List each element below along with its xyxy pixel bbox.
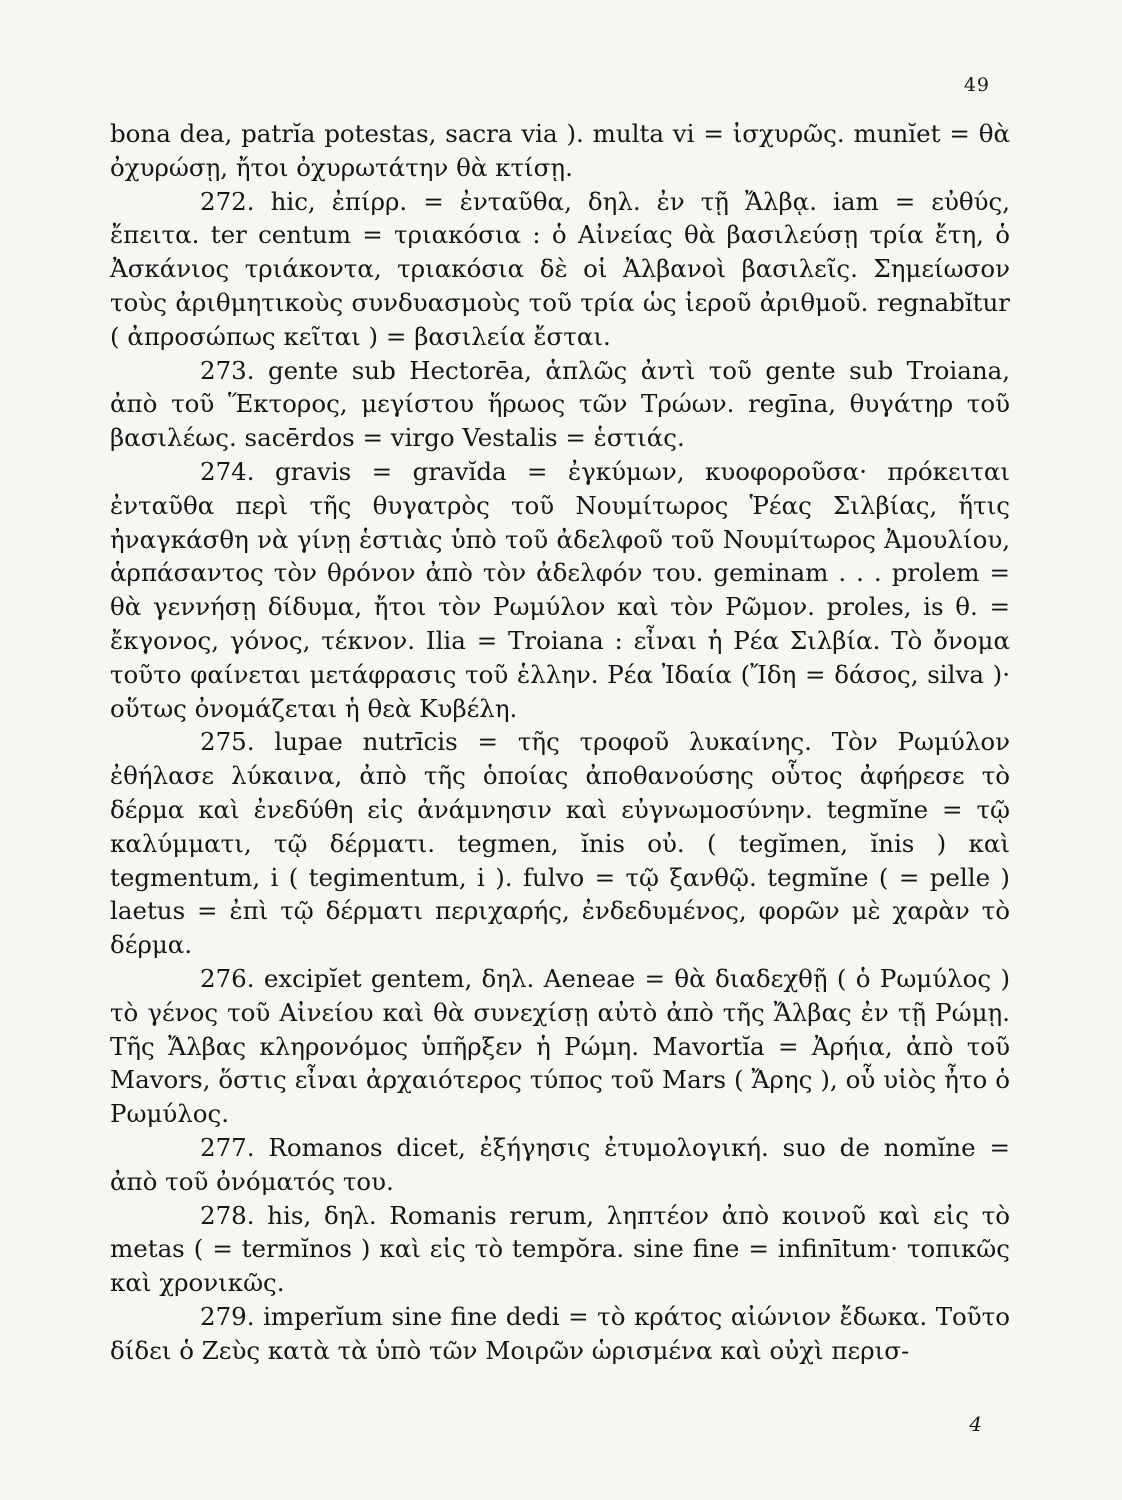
paragraph-274: 274. gravis = gravĭda = ἐγκύμων, κυοφοροῦσα· πρόκειται ἐνταῦθα περὶ τῆς θυγατρὸς τοῦ Νουμίτωρος Ῥέας Σιλβίας, ἥτις ἠναγκάσθη νὰ γίνῃ ἑστιὰς ὑπὸ τοῦ ἀδελφοῦ τοῦ Νουμίτωρος Ἀμουλίου, ἁρπάσαντος τὸν θρόνον ἀπὸ τὸν ἀδελφόν του. geminam . . . prolem = θὰ γεννήσῃ δίδυμα, ἤτοι τὸν Ρωμύλον καὶ τὸν Ρῶμον. proles, is θ. = ἔκγονος, γόνος, τέκνον. Ilia = Troiana : εἶναι ἡ Ρέα Σιλβία. Τὸ ὄνομα τοῦτο φαίνεται μετάφρασις τοῦ ἑλλην. Ρέα Ἰδαία (Ἴδη = δάσος, silva )· οὕτως ὀνομάζεται ἡ θεὰ Κυβέλη. — [110, 456, 1010, 723]
paragraph-277: 277. Romanos dicet, ἐξήγησις ἐτυμολογική. suo de nomĭne = ἀπὸ τοῦ ὀνόματός του. — [110, 1132, 1010, 1196]
paragraph-273: 273. gente sub Hectorēa, ἁπλῶς ἀντὶ τοῦ gente sub Troiana, ἀπὸ τοῦ Ἕκτορος, μεγίστου ἥρωος τῶν Τρώων. regīna, θυγάτηρ τοῦ βασιλέως. sacērdos = virgo Vestalis = ἑστιάς. — [110, 355, 1010, 453]
commentary-text — [110, 117, 1010, 1367]
signature-mark: 4 — [969, 1412, 982, 1436]
paragraph-276: 276. excipĭet gentem, δηλ. Aeneae = θὰ διαδεχθῇ ( ὁ Ρωμύλος ) τὸ γένος τοῦ Αἰνείου καὶ θὰ συνεχίσῃ αὐτὸ ἀπὸ τῆς Ἄλβας ἐν τῇ Ρώμῃ. Τῆς Ἄλβας κληρονόμος ὑπῆρξεν ἡ Ρώμη. Mavortĭa = Ἀρήια, ἀπὸ τοῦ Mavors, ὅστις εἶναι ἀρχαιότερος τύπος τοῦ Mars ( Ἄρης ), οὗ υἱὸς ἦτο ὁ Ρωμύλος. — [110, 963, 1010, 1129]
paragraph-intro: bona dea, patrĭa potestas, sacra via ). multa vi = ἰσχυρῶς. munĭet = θὰ ὀχυρώσῃ, ἤτοι ὀχυρωτάτην θὰ κτίσῃ. — [110, 119, 1010, 182]
paragraph-279: 279. imperĭum sine fine dedi = τὸ κράτος αἰώνιον ἔδωκα. Τοῦτο δίδει ὁ Ζεὺς κατὰ τὰ ὑπὸ τῶν Μοιρῶν ὡρισμένα καὶ οὐχὶ περισ- — [110, 1301, 1010, 1365]
paragraph-275: 275. lupae nutrīcis = τῆς τροφοῦ λυκαίνης. Τὸν Ρωμύλον ἐθήλασε λύκαινα, ἀπὸ τῆς ὁποίας ἀποθανούσης οὗτος ἀφήρεσε τὸ δέρμα καὶ ἐνεδύθη εἰς ἀνάμνησιν καὶ εὐγνωμοσύνην. tegmĭne = τῷ καλύμματι, τῷ δέρματι. tegmen, ĭnis οὐ. ( tegĭmen, ĭnis ) καὶ tegmentum, i ( tegimentum, i ). fulvo = τῷ ξανθῷ. tegmĭne ( = pelle ) laetus = ἐπὶ τῷ δέρματι περιχαρής, ἐνδεδυμένος, φορῶν μὲ χαρὰν τὸ δέρμα. — [110, 727, 1010, 960]
page-number: 49 — [963, 74, 990, 96]
paragraph-278: 278. his, δηλ. Romanis rerum, ληπτέον ἀπὸ κοινοῦ καὶ εἰς τὸ metas ( = termĭnos ) καὶ εἰς τὸ tempŏra. sine fine = infinītum· τοπικῶς καὶ χρονικῶς. — [110, 1200, 1010, 1298]
paragraph-272: 272. hic, ἐπίρρ. = ἐνταῦθα, δηλ. ἐν τῇ Ἄλβᾳ. iam = εὐθύς, ἔπειτα. ter centum = τριακόσια : ὁ Αἰνείας θὰ βασιλεύσῃ τρία ἔτη, ὁ Ἀσκάνιος τριάκοντα, τριακόσια δὲ οἱ Ἀλβανοὶ βασιλεῖς. Σημείωσον τοὺς ἀριθμητικοὺς συνδυασμοὺς τοῦ τρία ὡς ἱεροῦ ἀριθμοῦ. regnabĭtur ( ἀπροσώπως κεῖται ) = βασιλεία ἔσται. — [110, 186, 1010, 351]
